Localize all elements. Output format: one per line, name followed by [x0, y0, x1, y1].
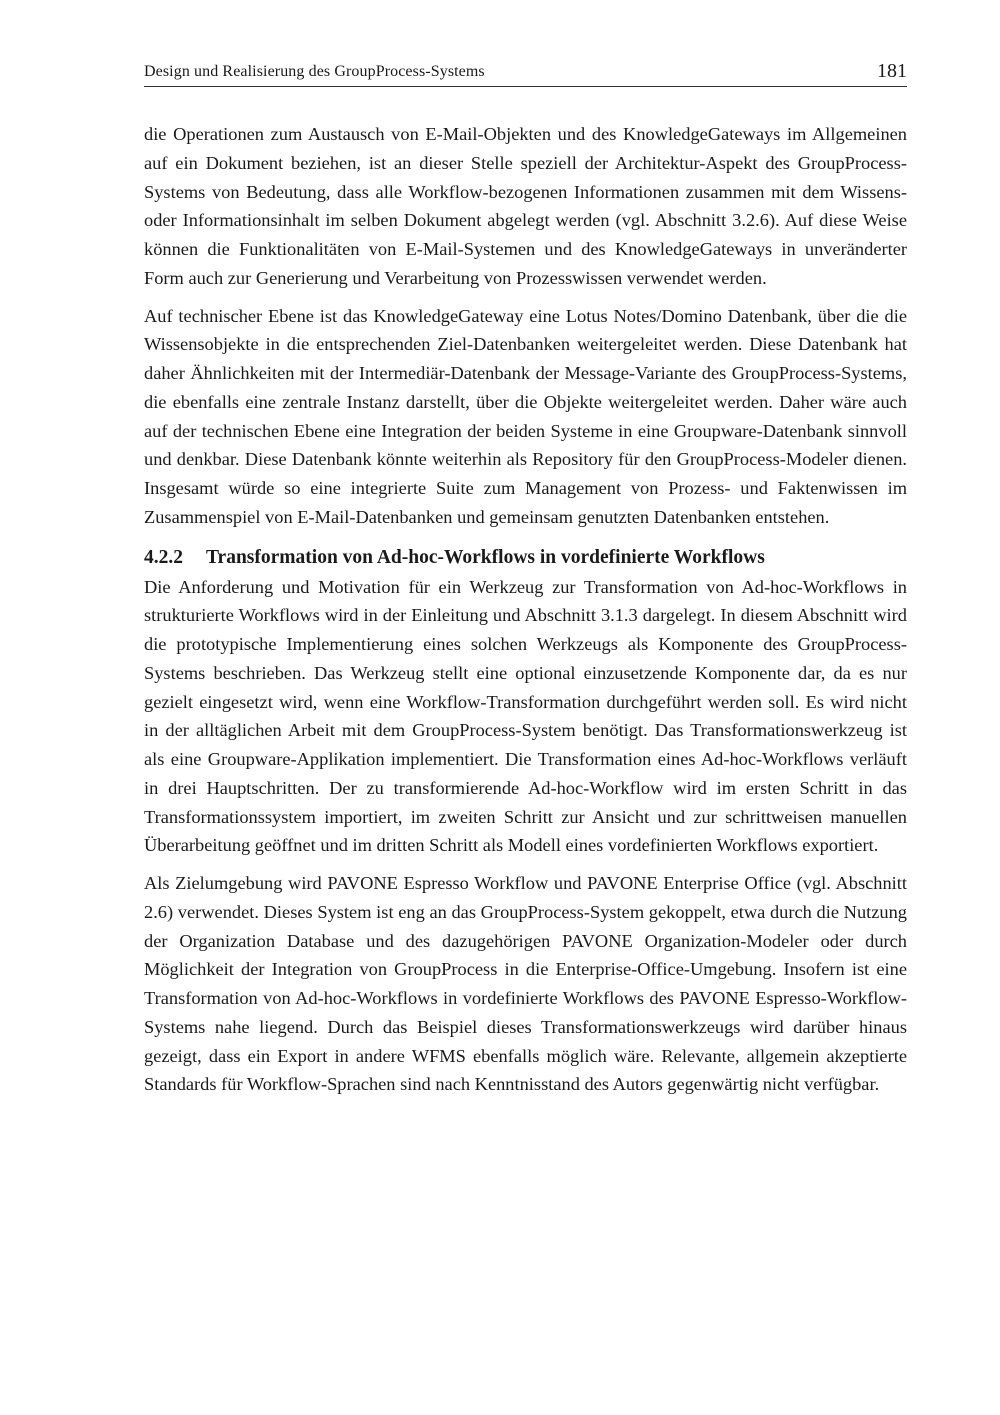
page-header [144, 60, 907, 87]
section-paragraph: Die Anforderung und Motivation für ein Werkzeug zur Transformation von Ad-hoc-Workflows in strukturierte Workflows wird in der Einleitung und Abschnitt 3.1.3 dargelegt. In diesem Abschnitt wird die prototypische Implementierung eines solchen Werkzeugs als Komponente des GroupProcess-Systems beschrieben. Das Werkzeug stellt eine optional einzusetzende Komponente dar, da es nur gezielt eingesetzt wird, wenn eine Workflow-Transformation durchgeführt werden soll. Es wird nicht in der alltäglichen Arbeit mit dem GroupProcess-System benötigt. Das Transformationswerkzeug ist als eine Groupware-Applikation implementiert. Die Transformation eines Ad-hoc-Workflows verläuft in drei Hauptschritten. Der zu transformierende Ad-hoc-Workflow wird im ersten Schritt in das Transformationssystem importiert, im zweiten Schritt zur Ansicht und zur schrittweisen manuellen Überarbeitung geöffnet und im dritten Schritt als Modell eines vordefinierten Workflows exportiert. [144, 576, 907, 856]
body-paragraph: Auf technischer Ebene ist das KnowledgeGateway eine Lotus Notes/Domino Datenbank, über die die Wissensobjekte in die entsprechenden Ziel-Datenbanken weitergeleitet werden. Diese Datenbank hat daher Ähnlichkeiten mit der Intermediär-Datenbank der Message-Variante des GroupProcess-Systems, die ebenfalls eine zentrale Instanz darstellt, über die Objekte weitergeleitet werden. Daher wäre auch auf der technischen Ebene eine Integration der beiden Systeme in eine Groupware-Datenbank sinnvoll und denkbar. Diese Datenbank könnte weiterhin als Repository für den GroupProcess-Modeler dienen. Insgesamt würde so eine integrierte Suite zum Management von Prozess- und Faktenwissen im Zusammenspiel von E-Mail-Datenbanken und gemeinsam genutzten Datenbanken entstehen. [144, 305, 907, 527]
page-body [144, 120, 907, 1108]
body-paragraph: die Operationen zum Austausch von E-Mail-Objekten und des KnowledgeGateways im Allgemeinen auf ein Dokument beziehen, ist an dieser Stelle speziell der Architektur-Aspekt des GroupProcess-Systems von Bedeutung, dass alle Workflow-bezogenen Informationen zusammen mit dem Wissens- oder Informationsinhalt im selben Dokument abgelegt werden (vgl. Abschnitt 3.2.6). Auf diese Weise können die Funktionalitäten von E-Mail-Systemen und des KnowledgeGateways in unveränderter Form auch zur Generierung und Verarbeitung von Prozesswissen verwendet werden. [144, 124, 907, 288]
section-title: Transformation von Ad-hoc-Workflows in vordefinierte Workflows [206, 546, 765, 568]
section-heading [144, 544, 907, 572]
running-title: Design und Realisierung des GroupProcess-Systems [144, 63, 485, 80]
section-paragraph: Als Zielumgebung wird PAVONE Espresso Workflow und PAVONE Enterprise Office (vgl. Abschnitt 2.6) verwendet. Dieses System ist eng an das GroupProcess-System gekoppelt, etwa durch die Nutzung der Organization Database und des dazugehörigen PAVONE Organization-Modeler oder durch Möglichkeit der Integration von GroupProcess in die Enterprise-Office-Umgebung. Insofern ist eine Transformation von Ad-hoc-Workflows in vordefinierte Workflows des PAVONE Espresso-Workflow-Systems nahe liegend. Durch das Beispiel dieses Transformationswerkzeugs wird darüber hinaus gezeigt, dass ein Export in andere WFMS ebenfalls möglich wäre. Relevante, allgemein akzeptierte Standards für Workflow-Sprachen sind nach Kenntnisstand des Autors gegenwärtig nicht verfügbar. [144, 873, 907, 1095]
page-number: 181 [877, 60, 907, 82]
section-number: 4.2.2 [144, 546, 183, 568]
